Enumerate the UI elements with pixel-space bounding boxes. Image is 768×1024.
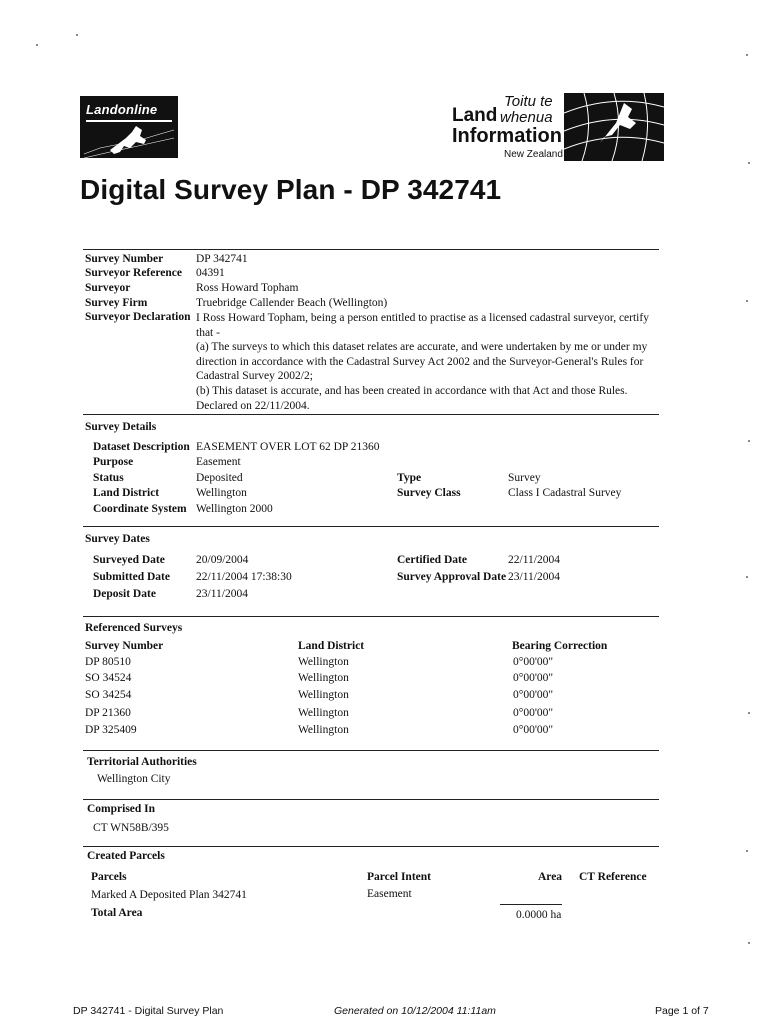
section-divider bbox=[83, 750, 659, 751]
dataset-description-value: EASEMENT OVER LOT 62 DP 21360 bbox=[196, 441, 380, 453]
field-label: Submitted Date bbox=[93, 571, 170, 583]
type-value: Survey bbox=[508, 472, 541, 484]
bearing-correction-cell: 0°00'00" bbox=[513, 672, 554, 684]
certified-date-value: 22/11/2004 bbox=[508, 554, 560, 566]
land-district-cell: Wellington bbox=[298, 689, 349, 701]
deposit-date-value: 23/11/2004 bbox=[196, 588, 248, 600]
land-district-cell: Wellington bbox=[298, 707, 349, 719]
survey-approval-date-value: 23/11/2004 bbox=[508, 571, 560, 583]
section-heading-survey-details: Survey Details bbox=[85, 421, 157, 433]
surveyor-reference-value: 04391 bbox=[196, 267, 225, 279]
landonline-logo-text: Landonline bbox=[86, 102, 158, 117]
section-divider bbox=[83, 846, 659, 847]
column-header: Bearing Correction bbox=[512, 640, 608, 652]
section-divider bbox=[83, 249, 659, 250]
field-label: Coordinate System bbox=[93, 503, 187, 515]
column-header: Parcels bbox=[91, 871, 127, 883]
surveyor-declaration bbox=[196, 311, 658, 413]
section-divider bbox=[83, 799, 659, 800]
land-district-cell: Wellington bbox=[298, 656, 349, 668]
footer-document-name: DP 342741 - Digital Survey Plan bbox=[73, 1005, 224, 1017]
comprised-in-value: CT WN58B/395 bbox=[93, 822, 169, 834]
declaration-line: Declared on 22/11/2004. bbox=[196, 399, 310, 412]
linz-logo-line1: Toitu te bbox=[504, 93, 553, 110]
section-heading-survey-dates: Survey Dates bbox=[85, 533, 150, 545]
field-label: Survey Firm bbox=[85, 297, 148, 309]
scan-speck bbox=[746, 54, 748, 56]
linz-logo-line2: Land bbox=[452, 105, 498, 126]
logo-divider bbox=[86, 120, 172, 122]
scan-speck bbox=[36, 44, 38, 46]
landonline-logo bbox=[80, 96, 178, 158]
nz-globe-icon bbox=[564, 93, 664, 161]
field-label: Survey Number bbox=[85, 253, 164, 265]
declaration-line: I Ross Howard Topham, being a person entitled to practise as a licensed cadastral surveyor, certify that - bbox=[196, 312, 649, 339]
field-label: Purpose bbox=[93, 456, 134, 468]
section-divider bbox=[83, 526, 659, 527]
field-label: Survey Approval Date bbox=[397, 571, 507, 583]
survey-number-cell: DP 80510 bbox=[85, 656, 131, 668]
column-header: Survey Number bbox=[85, 640, 164, 652]
field-label: Land District bbox=[93, 487, 160, 499]
linz-logo-line3: Information bbox=[452, 125, 562, 147]
survey-number-cell: SO 34524 bbox=[85, 672, 132, 684]
total-area-value: 0.0000 ha bbox=[516, 909, 562, 921]
scan-speck bbox=[748, 162, 750, 164]
scan-speck bbox=[76, 34, 78, 36]
field-label: Surveyor bbox=[85, 282, 131, 294]
field-label: Certified Date bbox=[397, 554, 467, 566]
purpose-value: Easement bbox=[196, 456, 241, 468]
nz-map-icon bbox=[80, 124, 178, 158]
scan-speck bbox=[746, 850, 748, 852]
scan-speck bbox=[746, 576, 748, 578]
survey-number-cell: DP 21360 bbox=[85, 707, 131, 719]
section-heading-comprised-in: Comprised In bbox=[87, 803, 156, 815]
bearing-correction-cell: 0°00'00" bbox=[513, 707, 554, 719]
linz-logo-line2b: whenua bbox=[500, 109, 553, 126]
column-header: Area bbox=[538, 871, 563, 883]
section-heading-referenced-surveys: Referenced Surveys bbox=[85, 622, 183, 634]
section-heading-created-parcels: Created Parcels bbox=[87, 850, 165, 862]
field-label: Survey Class bbox=[397, 487, 461, 499]
scan-speck bbox=[748, 440, 750, 442]
coordinate-system-value: Wellington 2000 bbox=[196, 503, 273, 515]
bearing-correction-cell: 0°00'00" bbox=[513, 724, 554, 736]
section-heading-territorial-authorities: Territorial Authorities bbox=[87, 756, 197, 768]
parcel-cell: Marked A Deposited Plan 342741 bbox=[91, 889, 247, 901]
scan-speck bbox=[748, 942, 750, 944]
field-label: Surveyor Reference bbox=[85, 267, 182, 279]
section-divider bbox=[83, 616, 659, 617]
footer-generated-on: Generated on 10/12/2004 11:11am bbox=[334, 1005, 496, 1017]
survey-firm-value: Truebridge Callender Beach (Wellington) bbox=[196, 297, 388, 309]
surveyed-date-value: 20/09/2004 bbox=[196, 554, 249, 566]
scan-speck bbox=[746, 300, 748, 302]
column-header: CT Reference bbox=[579, 871, 647, 883]
bearing-correction-cell: 0°00'00" bbox=[513, 656, 554, 668]
survey-class-value: Class I Cadastral Survey bbox=[508, 487, 622, 499]
field-label: Dataset Description bbox=[93, 441, 190, 453]
land-district-cell: Wellington bbox=[298, 672, 349, 684]
column-header: Parcel Intent bbox=[367, 871, 431, 883]
territorial-authority-value: Wellington City bbox=[97, 773, 171, 785]
land-district-cell: Wellington bbox=[298, 724, 349, 736]
declaration-line: (a) The surveys to which this dataset relates are accurate, and were undertaken by me or under my direction in accordance with the Cadastral Survey Act 2002 and the Surveyor-General's Rules for Cadastral Survey 2002/2; bbox=[196, 341, 648, 383]
bearing-correction-cell: 0°00'00" bbox=[513, 689, 554, 701]
linz-logo bbox=[452, 93, 664, 163]
field-label: Type bbox=[397, 472, 422, 484]
survey-number-cell: DP 325409 bbox=[85, 724, 137, 736]
page-title: Digital Survey Plan - DP 342741 bbox=[80, 174, 502, 205]
parcel-intent-cell: Easement bbox=[367, 888, 412, 900]
total-underline bbox=[500, 904, 562, 905]
field-label: Surveyor Declaration bbox=[85, 311, 191, 323]
footer-page-number: Page 1 of 7 bbox=[655, 1005, 709, 1017]
field-label: Status bbox=[93, 472, 124, 484]
surveyor-value: Ross Howard Topham bbox=[196, 282, 299, 294]
declaration-line: (b) This dataset is accurate, and has been created in accordance with that Act and those Rules. bbox=[196, 384, 628, 397]
column-header: Land District bbox=[298, 640, 365, 652]
scan-speck bbox=[748, 712, 750, 714]
submitted-date-value: 22/11/2004 17:38:30 bbox=[196, 571, 292, 583]
survey-number-value: DP 342741 bbox=[196, 253, 248, 265]
survey-number-cell: SO 34254 bbox=[85, 689, 132, 701]
linz-logo-line4: New Zealand bbox=[504, 149, 563, 160]
land-district-value: Wellington bbox=[196, 487, 247, 499]
status-value: Deposited bbox=[196, 472, 243, 484]
field-label: Surveyed Date bbox=[93, 554, 165, 566]
section-divider bbox=[83, 414, 659, 415]
total-area-label: Total Area bbox=[91, 907, 143, 919]
field-label: Deposit Date bbox=[93, 588, 156, 600]
